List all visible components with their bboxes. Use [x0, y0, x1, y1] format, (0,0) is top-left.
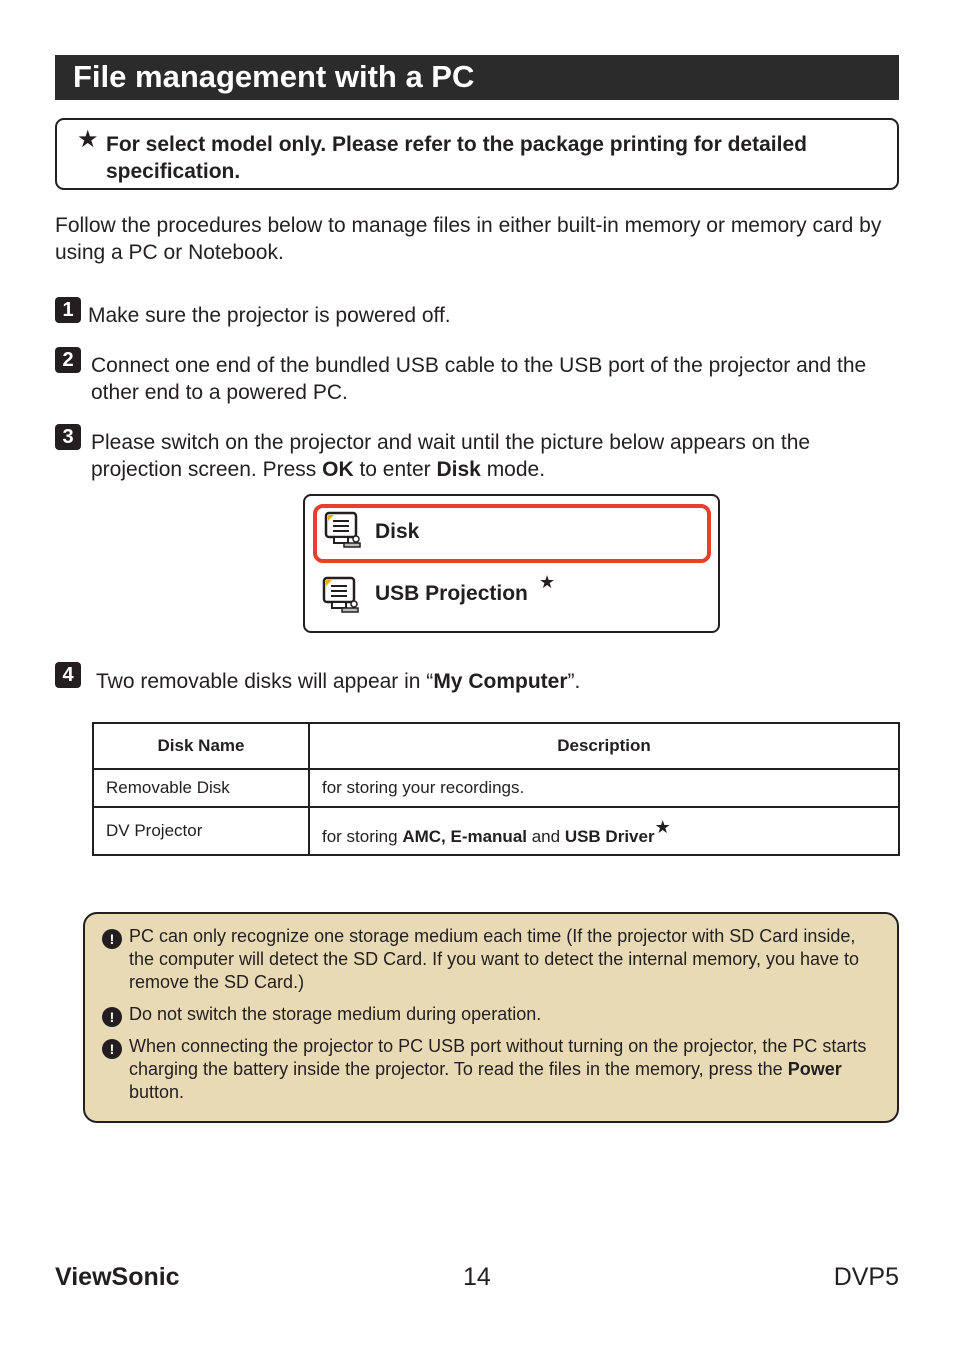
disk-name-cell: Removable Disk	[93, 769, 309, 807]
footer-brand: ViewSonic	[55, 1263, 180, 1291]
title-bar	[55, 55, 899, 100]
exclamation-icon: !	[102, 1007, 122, 1027]
step-text-4: Two removable disks will appear in “My Computer”.	[96, 670, 581, 693]
column-header-disk-name: Disk Name	[93, 723, 309, 769]
computer-usb-icon	[320, 574, 364, 618]
step-number-1: 1	[55, 297, 81, 323]
menu-item-disk[interactable]: Disk	[375, 520, 420, 543]
description-cell: for storing your recordings.	[309, 769, 899, 807]
caution-box	[83, 912, 899, 1123]
caution-item-2: Do not switch the storage medium during operation.	[129, 1004, 542, 1024]
model-note-box	[55, 118, 899, 190]
disk-mode-label: Disk	[436, 458, 481, 481]
star-icon: ★	[654, 816, 671, 837]
projector-menu	[303, 494, 720, 633]
page-title: File management with a PC	[73, 59, 475, 94]
step-text-3: Please switch on the projector and wait until the picture below appears on the projection screen. Press OK to enter Disk mode.	[91, 431, 811, 481]
step-number-4: 4	[55, 662, 81, 688]
disk-name-cell: DV Projector	[93, 807, 309, 855]
table-row	[93, 769, 899, 807]
computer-usb-icon	[322, 509, 366, 553]
menu-selection-highlight	[313, 504, 711, 563]
star-icon: ★	[539, 572, 556, 592]
model-note-text: For select model only. Please refer to the package printing for detailed specification.	[106, 133, 807, 183]
column-header-description: Description	[309, 723, 899, 769]
exclamation-icon: !	[102, 1039, 122, 1059]
step-number-3: 3	[55, 424, 81, 450]
step-text-1: Make sure the projector is powered off.	[88, 304, 451, 327]
step-number-2: 2	[55, 347, 81, 373]
ok-key-label: OK	[322, 458, 354, 481]
caution-item-3: When connecting the projector to PC USB port without turning on the projector, the PC starts charging the battery inside the projector. To read the files in the memory, press the Power button.	[129, 1036, 867, 1102]
description-cell: for storing AMC, E-manual and USB Driver★	[309, 807, 899, 855]
menu-item-usb-projection[interactable]: USB Projection	[375, 582, 528, 605]
footer-page-number: 14	[463, 1263, 491, 1291]
step-text-2: Connect one end of the bundled USB cable to the USB port of the projector and the other end to a powered PC.	[91, 354, 867, 404]
footer-model: DVP5	[833, 1263, 899, 1291]
table-header-row	[93, 723, 899, 769]
intro-paragraph: Follow the procedures below to manage files in either built-in memory or memory card by using a PC or Notebook.	[55, 214, 882, 264]
power-button-label: Power	[787, 1059, 842, 1079]
star-icon: ★	[77, 126, 99, 153]
caution-item-1: PC can only recognize one storage medium each time (If the projector with SD Card inside, the computer will detect the SD Card. If you want to detect the internal memory, you have to remove the SD Card.)	[129, 926, 860, 992]
my-computer-label: My Computer	[433, 670, 568, 693]
disk-table	[92, 722, 900, 856]
exclamation-icon: !	[102, 929, 122, 949]
table-row	[93, 807, 899, 855]
